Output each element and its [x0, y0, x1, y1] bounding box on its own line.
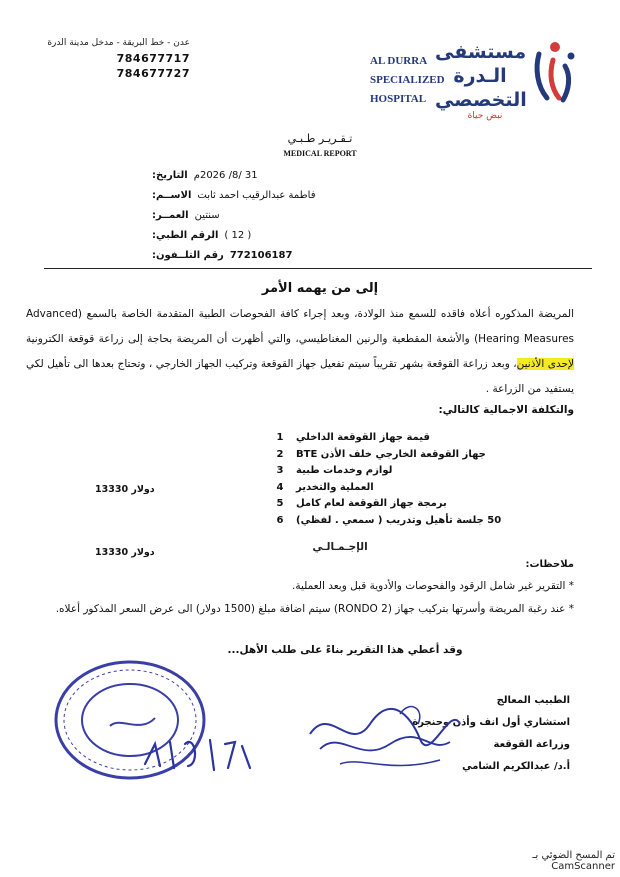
- item-text: قيمة جهاز القوقعة الداخلي: [296, 432, 430, 443]
- note-item: * عند رغبة المريضة وأسرتها بتركيب جهاز (RONDO 2) سيتم اضافة مبلغ (1500 دولار) الى عرض السعر المذكور أعلاه.: [55, 603, 574, 615]
- notes: [54, 575, 574, 621]
- hospital-phone-1: 784677717: [116, 52, 190, 65]
- hospital-name-ar-line1: مستشفى: [435, 41, 527, 63]
- doctor-title: الطبيب المعالج: [496, 695, 570, 706]
- list-item: [274, 447, 574, 464]
- hospital-name-ar-line3: التخصصي: [435, 89, 527, 111]
- items-amount: 13330 دولار: [95, 484, 155, 495]
- header-contact: [40, 36, 190, 81]
- item-number: 2: [276, 448, 284, 460]
- doctor-position: استشاري أول انف وأذن وحنجرة: [412, 717, 570, 728]
- field-date: [152, 166, 572, 186]
- letter-heading: إلى من يهمه الأمر: [261, 281, 379, 296]
- doctor-specialty: وزراعة القوقعة: [493, 739, 570, 750]
- doctor-name: أ.د/ عبدالكريم الشامي: [462, 761, 570, 772]
- hospital-name-en-line1: AL DURRA: [370, 55, 428, 67]
- item-text: 50 جلسة تأهيل وتدريب ( سمعي . لفظي): [296, 514, 502, 526]
- item-number: 6: [276, 514, 284, 526]
- hospital-name-en-line2: SPECIALIZED: [370, 74, 445, 86]
- item-text: جهاز القوقعة الخارجي خلف الأذن BTE: [296, 448, 486, 460]
- item-number: 4: [276, 481, 284, 493]
- cost-items: [274, 430, 574, 529]
- item-text: العملية والتخدير: [296, 481, 374, 493]
- report-title-ar: تـقـريـر طـبـي: [287, 132, 353, 145]
- field-label: رقم التلــفون:: [152, 250, 224, 261]
- list-item: [274, 463, 574, 480]
- report-title-en: MEDICAL REPORT: [283, 149, 357, 158]
- hospital-name-en-line3: HOSPITAL: [370, 93, 427, 105]
- hospital-name-ar-line2: الـدرة: [453, 65, 507, 87]
- field-value: 31 /8/ 2026م: [193, 170, 258, 181]
- field-age: [152, 206, 572, 226]
- field-label: الاســم:: [152, 190, 192, 201]
- field-value: 772106187: [229, 250, 293, 261]
- scanner-footer: تم المسح الضوئي بـ CamScanner: [532, 850, 615, 872]
- list-item: [274, 480, 574, 497]
- note-item: * التقرير غير شامل الرقود والفحوصات والأدوية قبل وبعد العملية.: [292, 580, 574, 592]
- hospital-address: عدن - خط البريقة - مدخل مدينة الدرة: [47, 38, 190, 48]
- field-value: فاطمة عبدالرقيب احمد ثابت: [197, 190, 316, 201]
- hospital-phone-2: 784677727: [116, 67, 190, 80]
- doctor-signature-icon: [300, 694, 465, 778]
- hospital-name-en: [370, 52, 445, 109]
- item-number: 3: [276, 465, 284, 476]
- section-divider: [44, 268, 592, 269]
- field-label: العمــر:: [152, 210, 189, 221]
- notes-label: ملاحظات:: [525, 559, 574, 570]
- field-medical-number: [152, 226, 572, 246]
- hospital-name-ar: [435, 40, 525, 112]
- list-item: [274, 496, 574, 513]
- item-text: لوازم وخدمات طبية: [296, 465, 393, 476]
- field-value: ( 12 ): [224, 230, 252, 241]
- list-item: [274, 513, 574, 530]
- item-text: برمجة جهاز القوقعة لعام كامل: [296, 498, 447, 509]
- field-label: التاريخ:: [152, 170, 188, 181]
- closing-line: وقد أعطي هذا التقرير بناءً على طلب الأهل...: [227, 644, 463, 656]
- body-text-highlight: لإحدى الأذنين: [516, 358, 574, 370]
- patient-fields: [152, 166, 572, 266]
- total-label: الإجـمـالـي: [312, 541, 368, 553]
- list-item: [274, 430, 574, 447]
- body-text-part2: ، وبعد زراعة القوقعة بشهر تقريباً سيتم تفعيل جهاز القوقعة وتركيب الجهاز الخارجي ، وتحتاج بعدها الى تأهيل لكي يستفيد من الزراعة .: [26, 358, 574, 395]
- hospital-tagline: نبض حياة: [467, 111, 503, 121]
- body-text-part1: المريضة المذكوره أعلاه فاقده للسمع منذ الولادة، وبعد إجراء كافة الفحوصات الطبية المتقدمة الخاصة بالسمع (Advanced Hearing Measures) والأشعة المقطعية والرنين المغناطيسي، والتي أظهرت أن المريضة بحاجة إلى زراعة قوقعة الكترونية: [26, 308, 575, 345]
- field-name: [152, 186, 572, 206]
- hospital-logo-icon: [525, 38, 585, 108]
- field-phone: [152, 246, 572, 266]
- handwritten-date-icon: [140, 724, 260, 784]
- field-value: سنتين: [194, 210, 220, 221]
- item-number: 1: [276, 432, 284, 443]
- total-amount: 13330 دولار: [95, 547, 155, 558]
- item-number: 5: [276, 498, 284, 509]
- cost-label: والتكلفة الاجمالية كالتالي:: [438, 404, 574, 416]
- field-label: الرقم الطبي:: [152, 230, 219, 241]
- report-body: [26, 302, 574, 402]
